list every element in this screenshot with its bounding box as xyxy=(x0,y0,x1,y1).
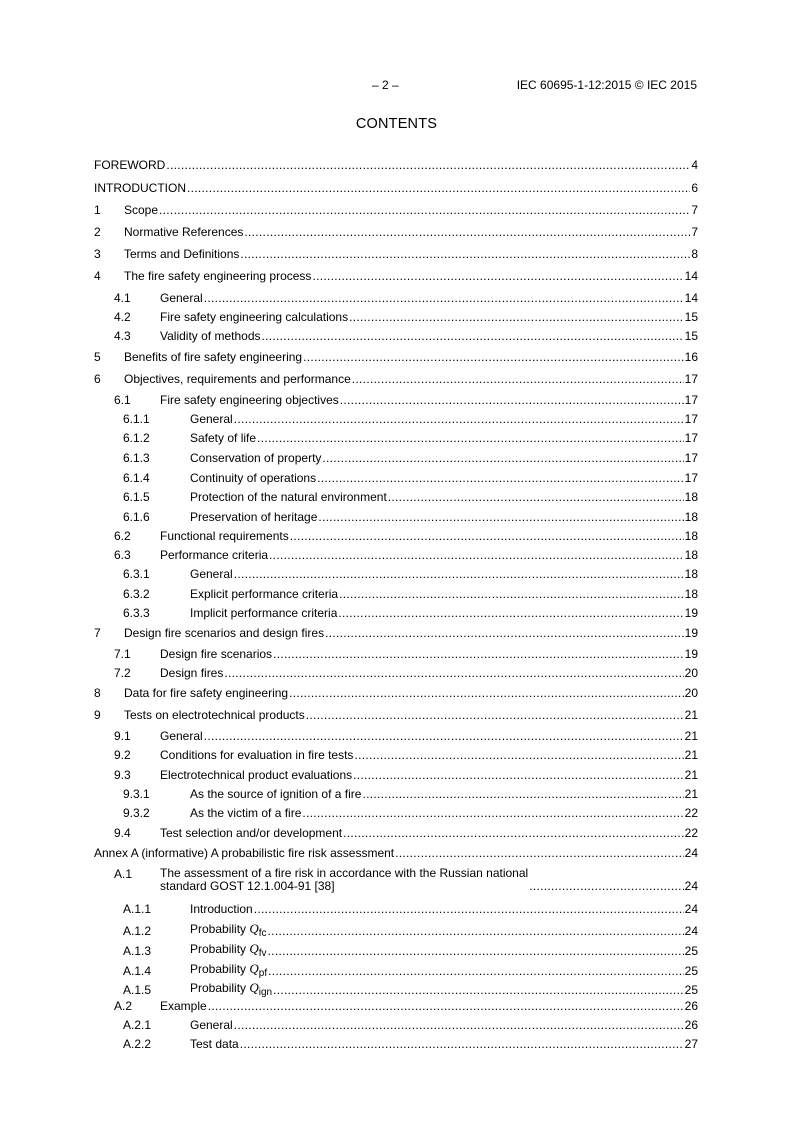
toc-entry-page: 6 xyxy=(691,181,698,195)
toc-entry-title: Scope xyxy=(124,203,159,217)
toc-entry-page: 22 xyxy=(684,806,698,820)
toc-entry-number: 6.1.6 xyxy=(123,510,150,524)
toc-entry-number: A.1.4 xyxy=(123,964,152,978)
toc-entry-page: 27 xyxy=(684,1037,698,1051)
toc-entry[interactable] xyxy=(94,310,698,324)
toc-entry[interactable] xyxy=(94,269,698,283)
toc-entry-page: 25 xyxy=(684,944,698,958)
toc-entry[interactable] xyxy=(94,962,698,978)
toc-entry-title: Explicit performance criteria xyxy=(190,587,339,601)
toc-entry-page: 22 xyxy=(684,826,698,840)
toc-entry-title: Benefits of fire safety engineering xyxy=(124,350,303,364)
toc-entry[interactable] xyxy=(94,942,698,958)
toc-entry-title: Tests on electrotechnical products xyxy=(124,708,305,722)
leader-dots xyxy=(269,548,684,562)
toc-entry-number: A.2 xyxy=(114,999,133,1013)
toc-entry[interactable] xyxy=(94,686,698,700)
toc-entry-page: 24 xyxy=(684,924,698,938)
toc-entry-page: 19 xyxy=(684,647,698,661)
toc-entry-number: 9.3.1 xyxy=(123,787,150,801)
leader-dots xyxy=(234,567,684,581)
leader-dots xyxy=(317,471,684,485)
toc-entry-title xyxy=(190,942,267,958)
toc-entry-page: 17 xyxy=(684,471,698,485)
toc-entry[interactable] xyxy=(94,158,698,172)
toc-entry[interactable] xyxy=(94,922,698,938)
toc-entry[interactable] xyxy=(94,806,698,820)
toc-entry[interactable] xyxy=(94,451,698,465)
toc-entry-title-line2: standard GOST 12.1.004-91 [38] xyxy=(160,879,335,893)
toc-entry-title: Objectives, requirements and performance xyxy=(124,372,351,386)
math-symbol: Q xyxy=(249,980,259,995)
toc-entry-title: Validity of methods xyxy=(160,329,261,343)
toc-entry-page: 15 xyxy=(684,329,698,343)
toc-entry[interactable] xyxy=(94,768,698,782)
toc-entry-title: Example xyxy=(160,999,207,1013)
toc-entry-page: 21 xyxy=(684,729,698,743)
leader-dots xyxy=(312,269,683,283)
toc-entry-page: 21 xyxy=(684,748,698,762)
math-subscript: ign xyxy=(258,987,273,998)
toc-entry-page: 17 xyxy=(684,412,698,426)
leader-dots xyxy=(268,944,684,958)
toc-entry-number: 6.1.2 xyxy=(123,431,150,445)
toc-entry-page: 18 xyxy=(684,529,698,543)
toc-entry-title xyxy=(190,922,267,938)
toc-entry-title: Electrotechnical product evaluations xyxy=(160,768,353,782)
toc-entry-title: Fire safety engineering objectives xyxy=(160,393,339,407)
toc-entry-title: Conditions for evaluation in fire tests xyxy=(160,748,354,762)
toc-entry-title: General xyxy=(160,291,203,305)
toc-entry-number: 4.1 xyxy=(114,291,131,305)
leader-dots xyxy=(354,748,683,762)
toc-entry-page: 18 xyxy=(684,587,698,601)
toc-entry-title: Preservation of heritage xyxy=(190,510,318,524)
toc-entry-title: The fire safety engineering process xyxy=(124,269,312,283)
toc-entry-number: 4 xyxy=(94,269,101,283)
toc-entry-number: A.1.1 xyxy=(123,902,152,916)
leader-dots xyxy=(234,1018,684,1032)
toc-entry-page: 25 xyxy=(684,964,698,978)
leader-dots xyxy=(290,529,684,543)
toc-entry-title: Normative References xyxy=(124,225,244,239)
leader-dots xyxy=(240,247,690,261)
toc-entry-title: Terms and Definitions xyxy=(124,247,240,261)
leader-dots xyxy=(224,666,683,680)
toc-entry-title: General xyxy=(190,1018,233,1032)
toc-entry-title: Test data xyxy=(190,1037,239,1051)
toc-entry-title: Design fire scenarios xyxy=(160,647,273,661)
toc-entry[interactable] xyxy=(94,203,698,217)
toc-entry-title: Safety of life xyxy=(190,431,257,445)
math-subscript: pf xyxy=(258,968,268,979)
toc-entry-page: 21 xyxy=(684,787,698,801)
toc-entry-title: Implicit performance criteria xyxy=(190,606,338,620)
toc-entry-page: 17 xyxy=(684,431,698,445)
toc-entry-title: Fire safety engineering calculations xyxy=(160,310,349,324)
toc-entry[interactable] xyxy=(94,329,698,343)
toc-entry[interactable] xyxy=(94,247,698,261)
toc-entry-number: A.1.3 xyxy=(123,944,152,958)
toc-entry-page: 20 xyxy=(684,666,698,680)
toc-entry[interactable] xyxy=(94,999,698,1013)
toc-entry[interactable] xyxy=(94,666,698,680)
toc-entry-number: A.1.5 xyxy=(123,983,152,997)
leader-dots xyxy=(353,768,684,782)
page-title: CONTENTS xyxy=(355,116,438,132)
toc-entry-title-text: Probability xyxy=(190,942,250,956)
toc-entry-title: General xyxy=(190,412,233,426)
toc-entry-number: 6.2 xyxy=(114,529,131,543)
toc-entry-page: 18 xyxy=(684,510,698,524)
toc-entry-page: 4 xyxy=(691,158,698,172)
toc-entry[interactable] xyxy=(94,412,698,426)
toc-entry-title: Functional requirements xyxy=(160,529,289,543)
toc-entry-title: Annex A (informative) A probabilistic fire risk assessment xyxy=(94,846,395,860)
toc-entry[interactable] xyxy=(94,647,698,661)
leader-dots xyxy=(289,686,684,700)
toc-entry-title: General xyxy=(160,729,203,743)
toc-entry-number: A.2.1 xyxy=(123,1018,152,1032)
leader-dots xyxy=(388,490,684,504)
toc-entry-page: 8 xyxy=(691,247,698,261)
toc-entry-page: 18 xyxy=(684,548,698,562)
toc-entry[interactable] xyxy=(94,1037,698,1051)
toc-entry[interactable] xyxy=(94,225,698,239)
toc-entry-page: 18 xyxy=(684,567,698,581)
toc-entry-number: 9 xyxy=(94,708,101,722)
toc-entry[interactable] xyxy=(94,490,698,504)
toc-entry-page: 24 xyxy=(684,846,698,860)
leader-dots xyxy=(325,626,684,640)
toc-entry-title: Continuity of operations xyxy=(190,471,317,485)
leader-dots xyxy=(257,431,684,445)
page-number: – 2 – xyxy=(372,78,399,92)
toc-entry[interactable] xyxy=(94,567,698,581)
toc-entry-title: Design fire scenarios and design fires xyxy=(124,626,325,640)
toc-entry[interactable] xyxy=(94,291,698,305)
toc-entry[interactable] xyxy=(94,748,698,762)
toc-entry[interactable] xyxy=(94,708,698,722)
toc-entry-number: 6.1.4 xyxy=(123,471,150,485)
toc-entry-page: 26 xyxy=(684,1018,698,1032)
document-id: IEC 60695-1-12:2015 © IEC 2015 xyxy=(516,78,697,92)
toc-entry[interactable] xyxy=(94,1018,698,1032)
toc-entry-number: 7.2 xyxy=(114,666,131,680)
leader-dots xyxy=(302,806,683,820)
leader-dots xyxy=(340,393,684,407)
toc-entry-title-line1: The assessment of a fire risk in accordance with the Russian national xyxy=(160,866,529,880)
toc-entry-number: 9.3 xyxy=(114,768,131,782)
toc-entry-title: Performance criteria xyxy=(160,548,269,562)
toc-entry-number: 9.3.2 xyxy=(123,806,150,820)
toc-entry-page: 16 xyxy=(684,350,698,364)
toc-entry-page: 7 xyxy=(691,203,698,217)
toc-entry-number: 7.1 xyxy=(114,647,131,661)
toc-entry-number: 6.1.3 xyxy=(123,451,150,465)
leader-dots xyxy=(303,350,684,364)
toc-entry[interactable] xyxy=(94,393,698,407)
toc-entry[interactable] xyxy=(94,587,698,601)
toc-entry-page: 20 xyxy=(684,686,698,700)
toc-entry-number: 6.3 xyxy=(114,548,131,562)
toc-entry[interactable] xyxy=(94,431,698,445)
toc-entry-number: 2 xyxy=(94,225,101,239)
toc-entry-number: 4.2 xyxy=(114,310,131,324)
toc-entry-title: Conservation of property xyxy=(190,451,322,465)
leader-dots xyxy=(262,329,684,343)
leader-dots xyxy=(395,846,684,860)
toc-entry-number: 9.1 xyxy=(114,729,131,743)
leader-dots xyxy=(208,999,684,1013)
leader-dots xyxy=(529,879,683,893)
toc-entry[interactable] xyxy=(94,867,698,893)
math-symbol: Q xyxy=(249,941,259,956)
toc-entry-number: 6.3.1 xyxy=(123,567,150,581)
leader-dots xyxy=(352,372,684,386)
leader-dots xyxy=(187,181,690,195)
toc-entry-number: 1 xyxy=(94,203,101,217)
toc-entry-number: 9.2 xyxy=(114,748,131,762)
toc-entry-title xyxy=(190,962,267,978)
toc-entry-title: Protection of the natural environment xyxy=(190,490,387,504)
leader-dots xyxy=(204,291,684,305)
toc-entry-title: FOREWORD xyxy=(94,158,166,172)
toc-entry-title: Design fires xyxy=(160,666,224,680)
toc-entry-number: 6 xyxy=(94,372,101,386)
toc-entry-title xyxy=(190,981,272,997)
toc-entry-page: 21 xyxy=(684,768,698,782)
toc-entry-page: 7 xyxy=(691,225,698,239)
toc-entry-number: 6.3.3 xyxy=(123,606,150,620)
leader-dots xyxy=(268,964,684,978)
toc-entry-number: A.1 xyxy=(114,867,133,881)
leader-dots xyxy=(338,606,683,620)
toc-entry-title: Test selection and/or development xyxy=(160,826,343,840)
leader-dots xyxy=(362,787,683,801)
toc-entry[interactable] xyxy=(94,372,698,386)
leader-dots xyxy=(343,826,684,840)
toc-entry[interactable] xyxy=(94,787,698,801)
math-subscript: fv xyxy=(258,948,267,959)
leader-dots xyxy=(244,225,690,239)
toc-entry-title: Introduction xyxy=(190,902,253,916)
leader-dots xyxy=(273,983,684,997)
leader-dots xyxy=(240,1037,684,1051)
toc-entry[interactable] xyxy=(94,548,698,562)
leader-dots xyxy=(349,310,684,324)
toc-entry-page: 18 xyxy=(684,490,698,504)
toc-entry-number: A.2.2 xyxy=(123,1037,152,1051)
toc-entry-page: 14 xyxy=(684,269,698,283)
toc-entry-title-text: Probability xyxy=(190,922,250,936)
toc-entry-number: 7 xyxy=(94,626,101,640)
toc-entry-page: 17 xyxy=(684,372,698,386)
toc-entry-number: 8 xyxy=(94,686,101,700)
leader-dots xyxy=(306,708,684,722)
toc-entry-number: 6.1.5 xyxy=(123,490,150,504)
leader-dots xyxy=(318,510,683,524)
toc-entry-number: 3 xyxy=(94,247,101,261)
toc-entry[interactable] xyxy=(94,626,698,640)
leader-dots xyxy=(166,158,690,172)
leader-dots xyxy=(159,203,690,217)
toc-entry-number: 4.3 xyxy=(114,329,131,343)
toc-entry[interactable] xyxy=(94,350,698,364)
toc-entry[interactable] xyxy=(94,471,698,485)
toc-entry[interactable] xyxy=(94,606,698,620)
toc-entry-page: 17 xyxy=(684,393,698,407)
toc-entry-number: A.1.2 xyxy=(123,924,152,938)
toc-entry-number: 6.1 xyxy=(114,393,131,407)
leader-dots xyxy=(322,451,683,465)
toc-entry[interactable] xyxy=(94,981,698,997)
toc-entry-title: INTRODUCTION xyxy=(94,181,186,195)
toc-entry[interactable] xyxy=(94,902,698,916)
toc-entry-title-text: Probability xyxy=(190,981,250,995)
toc-entry-title: General xyxy=(190,567,233,581)
leader-dots xyxy=(254,902,684,916)
toc-entry-page: 19 xyxy=(684,606,698,620)
math-symbol: Q xyxy=(249,921,259,936)
leader-dots xyxy=(268,924,684,938)
toc-entry-page: 19 xyxy=(684,626,698,640)
leader-dots xyxy=(273,647,684,661)
toc-entry-page: 15 xyxy=(684,310,698,324)
toc-entry-number: 9.4 xyxy=(114,826,131,840)
toc-entry[interactable] xyxy=(94,510,698,524)
toc-entry[interactable] xyxy=(94,846,698,860)
toc-entry[interactable] xyxy=(94,729,698,743)
toc-entry-title: As the victim of a fire xyxy=(190,806,302,820)
toc-entry[interactable] xyxy=(94,529,698,543)
toc-entry-number: 6.3.2 xyxy=(123,587,150,601)
toc-entry-title: As the source of ignition of a fire xyxy=(190,787,362,801)
leader-dots xyxy=(234,412,684,426)
toc-entry-page: 17 xyxy=(684,451,698,465)
math-symbol: Q xyxy=(249,961,259,976)
toc-entry-title xyxy=(160,867,528,893)
toc-entry[interactable] xyxy=(94,826,698,840)
toc-entry-page: 24 xyxy=(684,879,698,893)
leader-dots xyxy=(204,729,684,743)
toc-entry-title-text: Probability xyxy=(190,962,250,976)
toc-entry[interactable] xyxy=(94,181,698,195)
toc-entry-number: 5 xyxy=(94,350,101,364)
page-header xyxy=(0,77,793,93)
toc-entry-page: 21 xyxy=(684,708,698,722)
math-subscript: fc xyxy=(258,928,267,939)
toc-entry-number: 6.1.1 xyxy=(123,412,150,426)
leader-dots xyxy=(339,587,684,601)
toc-entry-page: 26 xyxy=(684,999,698,1013)
toc-entry-page: 25 xyxy=(684,983,698,997)
toc-entry-page: 24 xyxy=(684,902,698,916)
toc-entry-page: 14 xyxy=(684,291,698,305)
toc-entry-title: Data for fire safety engineering xyxy=(124,686,289,700)
